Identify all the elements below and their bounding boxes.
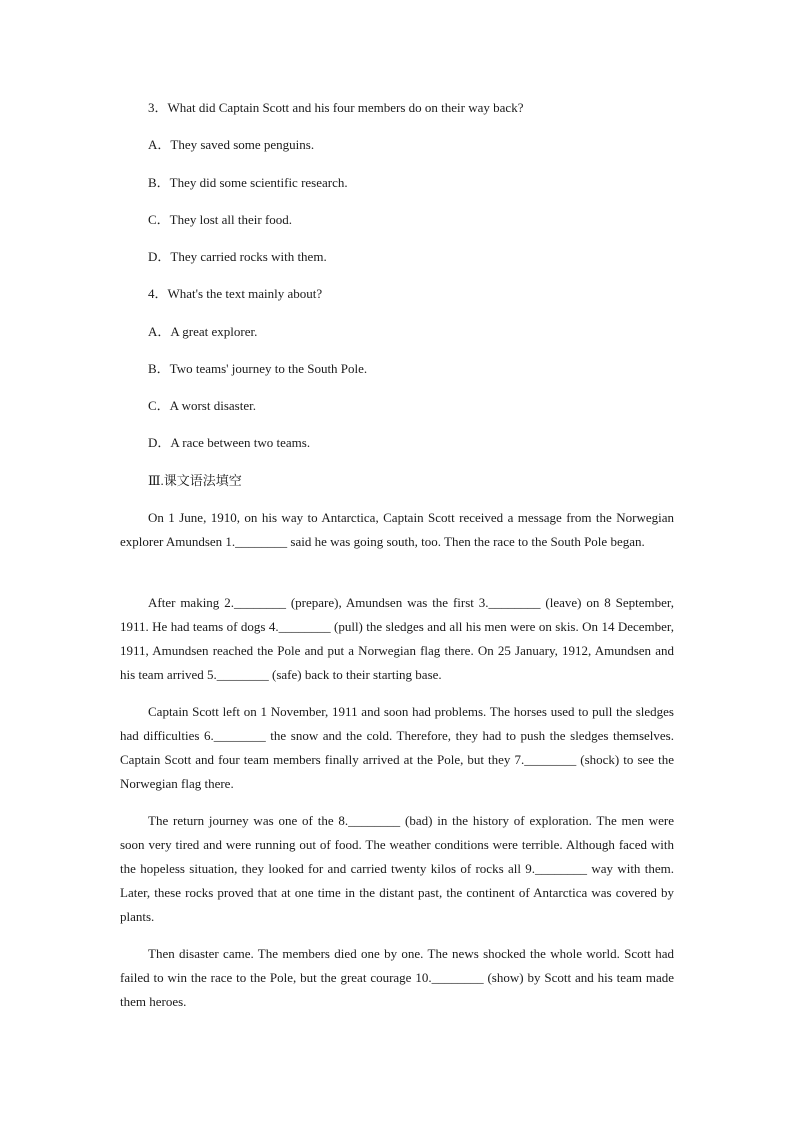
section-title: Ⅲ.课文语法填空 <box>148 473 242 488</box>
paragraph-5: Then disaster came. The members died one by one. The news shocked the whole world. Scott had failed to win the race to the Pole, but the great courage 10.________ (show) by Scott and his team made them heroes. <box>120 946 674 1009</box>
question-4-option-d: D．A race between two teams. <box>148 435 311 450</box>
question-3-option-a: A．They saved some penguins. <box>148 137 315 152</box>
question-4-option-c: C．A worst disaster. <box>148 398 256 413</box>
question-4-option-a: A．A great explorer. <box>148 324 258 339</box>
question-3-option-b: B．They did some scientific research. <box>148 175 348 190</box>
question-4-option-b: B．Two teams' journey to the South Pole. <box>148 361 368 376</box>
paragraph-2: After making 2.________ (prepare), Amundsen was the first 3.________ (leave) on 8 September, 1911. He had teams of dogs 4.________ (pull) the sledges and all his men were on skis. On 14 December, 1911, Amundsen reached the Pole and put a Norwegian flag there. On 25 January, 1912, Amundsen and his team arrived 5.________ (safe) back to their starting base. <box>120 595 674 682</box>
question-4-stem: 4．What's the text mainly about? <box>148 286 323 301</box>
paragraph-1: On 1 June, 1910, on his way to Antarctica, Captain Scott received a message from the Norwegian explorer Amundsen 1.________ said he was going south, too. Then the race to the South Pole began. <box>120 510 674 549</box>
paragraph-3: Captain Scott left on 1 November, 1911 and soon had problems. The horses used to pull the sledges had difficulties 6.________ the snow and the cold. Therefore, they had to push the sledges themselves. Captain Scott and four team members finally arrived at the Pole, but they 7.________ (shock) to see the Norwegian flag there. <box>120 704 674 791</box>
question-3-stem: 3．What did Captain Scott and his four members do on their way back? <box>148 100 524 115</box>
question-3-option-d: D．They carried rocks with them. <box>148 249 327 264</box>
paragraph-4: The return journey was one of the 8.________ (bad) in the history of exploration. The men were soon very tired and were running out of food. The weather conditions were terrible. Although faced with the hopeless situation, they looked for and carried twenty kilos of rocks all 9.________ way with them. Later, these rocks proved that at one time in the distant past, the continent of Antarctica was covered by plants. <box>120 813 674 924</box>
question-3-option-c: C．They lost all their food. <box>148 212 293 227</box>
